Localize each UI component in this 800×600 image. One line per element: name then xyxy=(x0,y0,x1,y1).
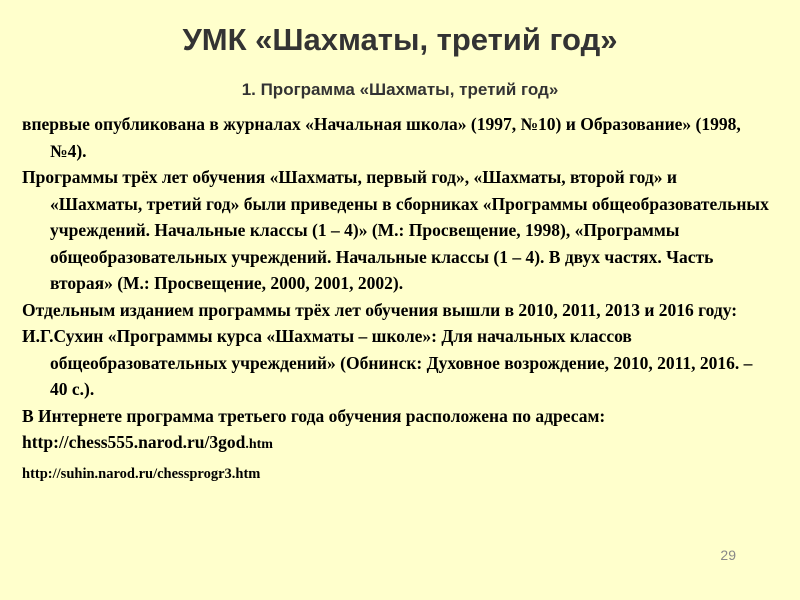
url-chess555-main: http://chess555.narod.ru/3god xyxy=(22,432,246,452)
url-chess555-link[interactable] xyxy=(22,429,772,459)
page-number: 29 xyxy=(720,547,736,563)
url-chess555-ext: .htm xyxy=(245,437,273,452)
paragraph-separate-edition: Отдельным изданием программы трёх лет обучения вышли в 2010, 2011, 2013 и 2016 году: xyxy=(22,299,738,320)
slide-title: УМК «Шахматы, третий год» xyxy=(182,22,618,57)
paragraph-programs-collections: Программы трёх лет обучения «Шахматы, первый год», «Шахматы, второй год» и «Шахматы, третий год» были приведены в сборниках «Программы общеобразовательных учреждений. Начальные классы (1 – 4)» (М.: Просвещение, 1998), «Программы общеобразовательных учреждений. Начальные классы (1 – 4). В двух частях. Часть вторая» (М.: Просвещение, 2000, 2001, 2002). xyxy=(22,167,769,293)
slide-body xyxy=(22,111,772,487)
slide-subtitle: 1. Программа «Шахматы, третий год» xyxy=(241,80,559,99)
paragraph-first-publication: впервые опубликована в журналах «Начальная школа» (1997, №10) и Образование» (1998, №4). xyxy=(22,114,741,161)
paragraph-internet: В Интернете программа третьего года обучения расположена по адресам: xyxy=(22,405,606,426)
paragraph-sukhin-program: И.Г.Сухин «Программы курса «Шахматы – школе»: Для начальных классов общеобразовательных учреждений» (Обнинск: Духовное возрождение, 2010, 2011, 2016. – 40 с.). xyxy=(22,326,753,399)
url-suhin-link[interactable]: http://suhin.narod.ru/chessprogr3.htm xyxy=(22,465,261,482)
